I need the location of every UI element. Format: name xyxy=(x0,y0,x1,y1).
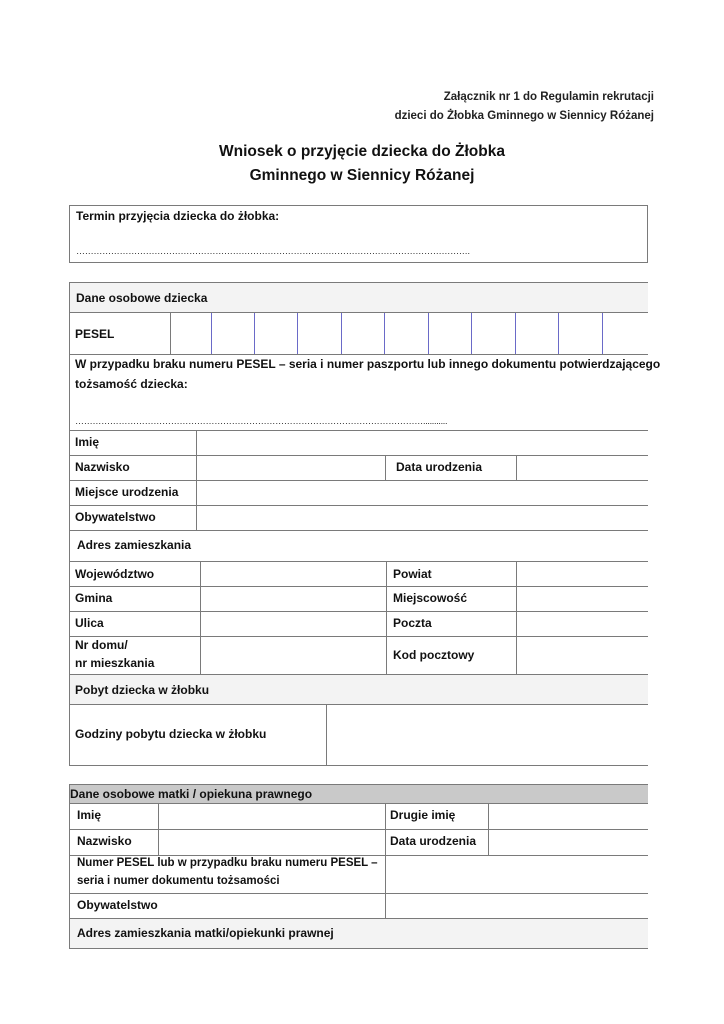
child-pesel-digit-7[interactable] xyxy=(429,313,471,354)
child-pesel-digit-1[interactable] xyxy=(171,313,211,354)
title-line-1: Wniosek o przyjęcie dziecka do Żłobka xyxy=(219,143,505,160)
child-last-name-label: Nazwisko xyxy=(75,460,130,474)
town-label: Miejscowość xyxy=(393,591,468,605)
postal-code-label: Kod pocztowy xyxy=(393,648,475,662)
county-field[interactable] xyxy=(517,562,648,586)
mother-birth-date-field[interactable] xyxy=(489,830,648,855)
child-pesel-label: PESEL xyxy=(75,327,115,341)
mother-citizenship-field[interactable] xyxy=(386,894,648,919)
child-last-name-field[interactable] xyxy=(197,456,385,480)
child-pesel-digit-11[interactable] xyxy=(603,313,648,354)
stay-section-header xyxy=(70,675,648,704)
child-birth-place-label: Miejsce urodzenia xyxy=(75,485,179,499)
child-section-header xyxy=(70,283,648,312)
child-birth-place-field[interactable] xyxy=(197,481,648,505)
street-field[interactable] xyxy=(201,612,386,636)
post-office-field[interactable] xyxy=(517,612,648,636)
voivodeship-field[interactable] xyxy=(201,562,386,586)
divider xyxy=(386,562,387,674)
page-title xyxy=(0,140,724,188)
stay-hours-field[interactable] xyxy=(327,705,648,765)
admission-date-box xyxy=(69,205,648,263)
child-birth-date-label: Data urodzenia xyxy=(396,460,483,474)
county-label: Powiat xyxy=(393,567,432,581)
stay-hours-label: Godziny pobytu dziecka w żłobku xyxy=(75,727,267,741)
admission-date-field[interactable]: ………………………………………………………………………………………………………………………. xyxy=(76,246,470,256)
town-field[interactable] xyxy=(517,587,648,611)
child-first-name-field[interactable] xyxy=(197,431,648,455)
divider xyxy=(69,784,648,785)
mother-last-name-label: Nazwisko xyxy=(77,834,132,848)
mother-birth-date-label: Data urodzenia xyxy=(390,834,477,848)
annex-line-1: Załącznik nr 1 do Regulamin rekrutacji xyxy=(443,91,654,103)
stay-section-title: Pobyt dziecka w żłobku xyxy=(75,683,210,697)
child-pesel-digit-2[interactable] xyxy=(212,313,254,354)
mother-section-title: Dane osobowe matki / opiekuna prawnego xyxy=(70,787,313,801)
title-line-2: Gminnego w Siennicy Różanej xyxy=(249,167,475,184)
house-number-label-line-1: Nr domu/ xyxy=(75,638,128,652)
annex-note xyxy=(395,88,654,126)
mother-second-name-label: Drugie imię xyxy=(390,808,456,822)
child-pesel-digit-3[interactable] xyxy=(255,313,297,354)
child-address-section-title: Adres zamieszkania xyxy=(77,538,192,552)
divider xyxy=(69,948,648,949)
post-office-label: Poczta xyxy=(393,616,432,630)
postal-code-field[interactable] xyxy=(517,637,648,674)
house-number-label-line-2: nr mieszkania xyxy=(75,656,155,670)
child-pesel-digit-10[interactable] xyxy=(559,313,602,354)
voivodeship-label: Województwo xyxy=(75,567,155,581)
divider xyxy=(69,354,648,355)
mother-second-name-field[interactable] xyxy=(489,804,648,829)
child-citizenship-label: Obywatelstwo xyxy=(75,510,156,524)
divider xyxy=(69,282,648,283)
child-pesel-digit-5[interactable] xyxy=(342,313,384,354)
mother-pesel-label-line-2: seria i numer dokumentu tożsamości xyxy=(77,875,280,887)
mother-first-name-field[interactable] xyxy=(159,804,385,829)
mother-pesel-field[interactable] xyxy=(386,856,648,893)
child-no-pesel-label-line-1: W przypadku braku numeru PESEL – seria i numer paszportu lub innego dokumentu potwierdzającego xyxy=(75,357,661,371)
street-label: Ulica xyxy=(75,616,104,630)
commune-field[interactable] xyxy=(201,587,386,611)
admission-date-label: Termin przyjęcia dziecka do żłobka: xyxy=(76,209,280,223)
child-birth-date-field[interactable] xyxy=(517,456,648,480)
child-section-title: Dane osobowe dziecka xyxy=(76,291,208,305)
mother-first-name-label: Imię xyxy=(77,808,102,822)
house-number-field[interactable] xyxy=(201,637,386,674)
child-pesel-digit-9[interactable] xyxy=(516,313,558,354)
child-pesel-digit-4[interactable] xyxy=(298,313,341,354)
child-no-pesel-label-line-2: tożsamość dziecka: xyxy=(75,377,188,391)
mother-pesel-label-line-1: Numer PESEL lub w przypadku braku numeru PESEL – xyxy=(77,857,378,869)
child-document-number-field[interactable]: …………………………………………………………………………………………………………........... xyxy=(75,416,448,426)
mother-section-header xyxy=(70,785,648,803)
child-first-name-label: Imię xyxy=(75,435,100,449)
mother-address-section-header xyxy=(70,919,648,948)
divider xyxy=(385,456,386,480)
divider xyxy=(69,765,648,766)
mother-citizenship-label: Obywatelstwo xyxy=(77,898,158,912)
commune-label: Gmina xyxy=(75,591,113,605)
mother-last-name-field[interactable] xyxy=(159,830,385,855)
child-citizenship-field[interactable] xyxy=(197,506,648,530)
annex-line-2: dzieci do Żłobka Gminnego w Siennicy Różanej xyxy=(394,110,654,122)
divider xyxy=(69,530,648,531)
child-pesel-digit-6[interactable] xyxy=(385,313,428,354)
child-pesel-digit-8[interactable] xyxy=(472,313,515,354)
mother-address-section-title: Adres zamieszkania matki/opiekunki prawnej xyxy=(77,926,334,940)
